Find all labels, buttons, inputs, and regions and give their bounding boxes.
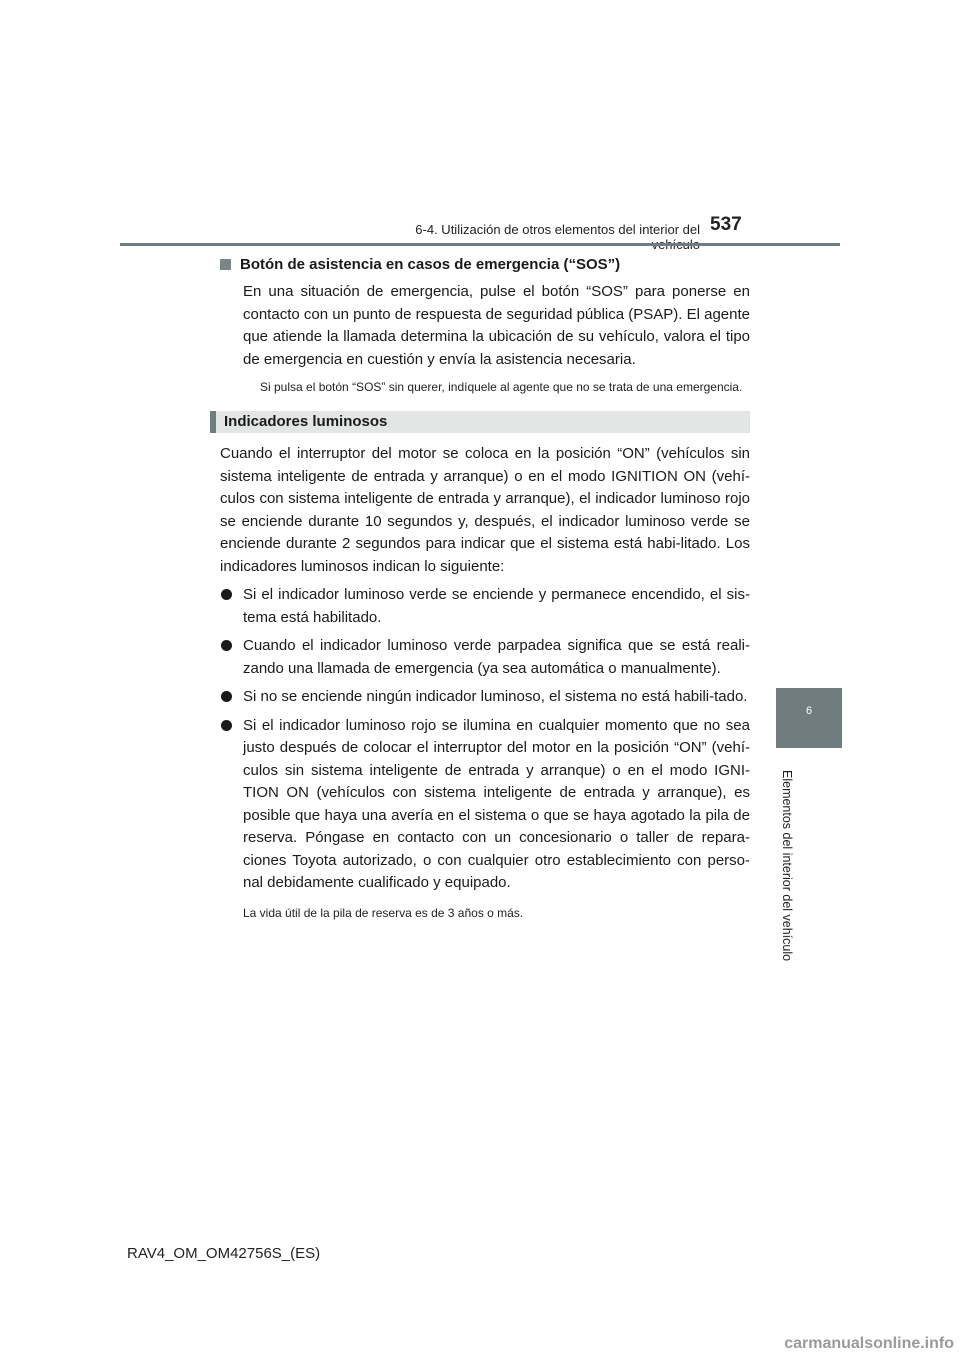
list-item-text: Si el indicador luminoso rojo se ilumina en cualquier momento que no sea justo después de colocar el interruptor del motor en la posición “ON” (vehí-culos sin sistema inteligente de entrada y arranque) o en el modo IGNI-TION ON (vehículos con sistema inteligente de entrada y arranque), es posible que haya una avería en el sistema o que se haya agotado la pila de reserva. Póngase en contacto con un concesionario o taller de repara-ciones Toyota autorizado, o con cualquier otro establecimiento con perso-nal debidamente cualificado y equipado. (243, 716, 750, 891)
sos-heading (220, 254, 750, 276)
list-item-text: Cuando el indicador luminoso verde parpadea significa que se está reali-zando una llamada de emergencia (ya sea automática o manualmente). (243, 637, 750, 677)
bullet-icon (221, 720, 232, 731)
bullet-icon (221, 589, 232, 600)
chapter-label: Elementos del interior del vehículo (780, 770, 794, 962)
bullet-icon (221, 640, 232, 651)
list-item (220, 715, 750, 895)
bullet-icon (221, 691, 232, 702)
list-item-text: Si el indicador luminoso verde se enciende y permanece encendido, el sis-tema está habilitado. (243, 586, 750, 626)
section-accent (210, 411, 216, 433)
indicators-intro: Cuando el interruptor del motor se coloca en la posición “ON” (vehículos sin sistema inteligente de entrada y arranque) o en el modo IGNITION ON (vehí-culos con sistema inteligente de entrada y arranque), el indicador luminoso rojo se enciende durante 10 segundos y, después, el indicador luminoso verde se enciende durante 2 segundos para indicar que el sistema está habi-litado. Los indicadores luminosos indican lo siguiente: (220, 445, 750, 575)
page-number: 537 (710, 214, 742, 235)
list-item (220, 686, 750, 709)
indicators-section-title: Indicadores luminosos (224, 413, 388, 430)
indicators-section-bar (210, 411, 750, 433)
chapter-number: 6 (805, 705, 813, 717)
sos-note: Si pulsa el botón “SOS” sin querer, indíquele al agente que no se trata de una emergencia. (260, 380, 743, 394)
watermark: carmanualsonline.info (784, 1335, 954, 1352)
section-title: 6-4. Utilización de otros elementos del interior del (415, 222, 700, 237)
chapter-label-container (780, 770, 810, 970)
document-code: RAV4_OM_OM42756S_(ES) (127, 1245, 321, 1262)
square-bullet-icon (220, 259, 231, 270)
list-item-text: Si no se enciende ningún indicador luminoso, el sistema no está habili-tado. (243, 688, 748, 705)
list-item (220, 584, 750, 629)
battery-note: La vida útil de la pila de reserva es de 3 años o más. (243, 905, 524, 920)
sos-body: En una situación de emergencia, pulse el botón “SOS” para ponerse en contacto con un punto de respuesta de seguridad pública (PSAP). El agente que atiende la llamada determina la ubicación de su vehículo, valora el tipo de emergencia en cuestión y envía la asistencia necesaria. (243, 283, 751, 368)
list-item (220, 635, 750, 680)
page-content (220, 254, 750, 923)
sos-heading-text: Botón de asistencia en casos de emergencia (“SOS”) (240, 256, 621, 273)
header-divider (120, 243, 840, 246)
chapter-tab (776, 688, 842, 748)
